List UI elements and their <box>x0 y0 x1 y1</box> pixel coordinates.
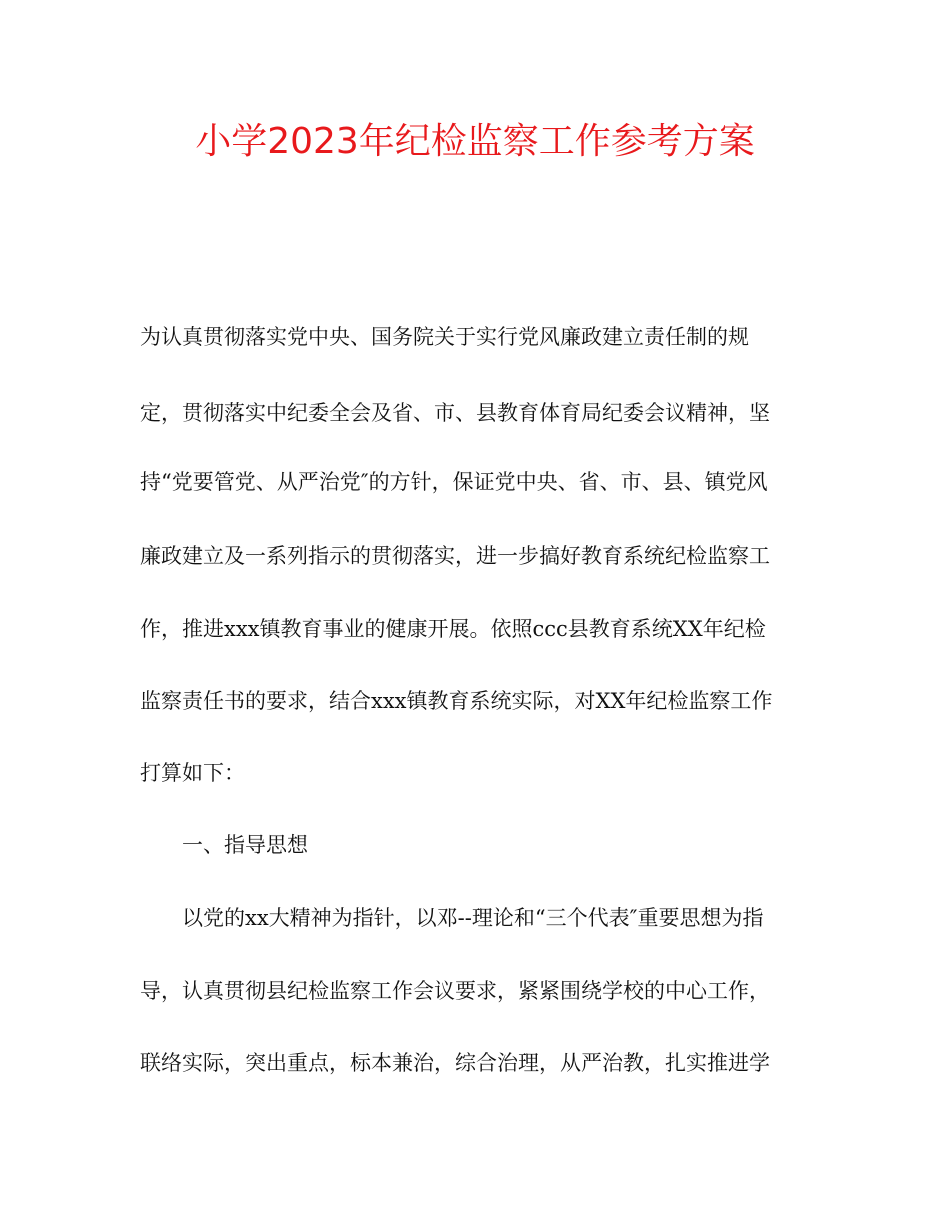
paragraph-line: 持“党要管党、从严治党″的方针，保证党中央、省、市、县、镇党风 <box>140 470 768 494</box>
paragraph-line: 以党的xx大精神为指针，以邓--理论和“三个代表″重要思想为指 <box>182 906 764 930</box>
paragraph-line: 监察责任书的要求，结合xxx镇教育系统实际，对XX年纪检监察工作 <box>140 689 773 713</box>
paragraph-line: 联络实际，突出重点，标本兼治，综合治理，从严治教，扎实推进学 <box>140 1051 770 1075</box>
document-title: 小学2023年纪检监察工作参考方案 <box>195 121 755 162</box>
paragraph-line: 作，推进xxx镇教育事业的健康开展。依照ccc县教育系统XX年纪检 <box>140 617 766 641</box>
paragraph-line: 导，认真贯彻县纪检监察工作会议要求，紧紧围绕学校的中心工作， <box>140 979 770 1003</box>
section-heading: 一、指导思想 <box>182 833 308 857</box>
paragraph-line: 为认真贯彻落实党中央、国务院关于实行党风廉政建立责任制的规 <box>140 325 749 349</box>
paragraph-line: 廉政建立及一系列指示的贯彻落实，进一步搞好教育系统纪检监察工 <box>140 544 770 568</box>
paragraph-line: 定，贯彻落实中纪委全会及省、市、县教育体育局纪委会议精神，坚 <box>140 401 770 425</box>
paragraph-line: 打算如下： <box>140 761 245 785</box>
